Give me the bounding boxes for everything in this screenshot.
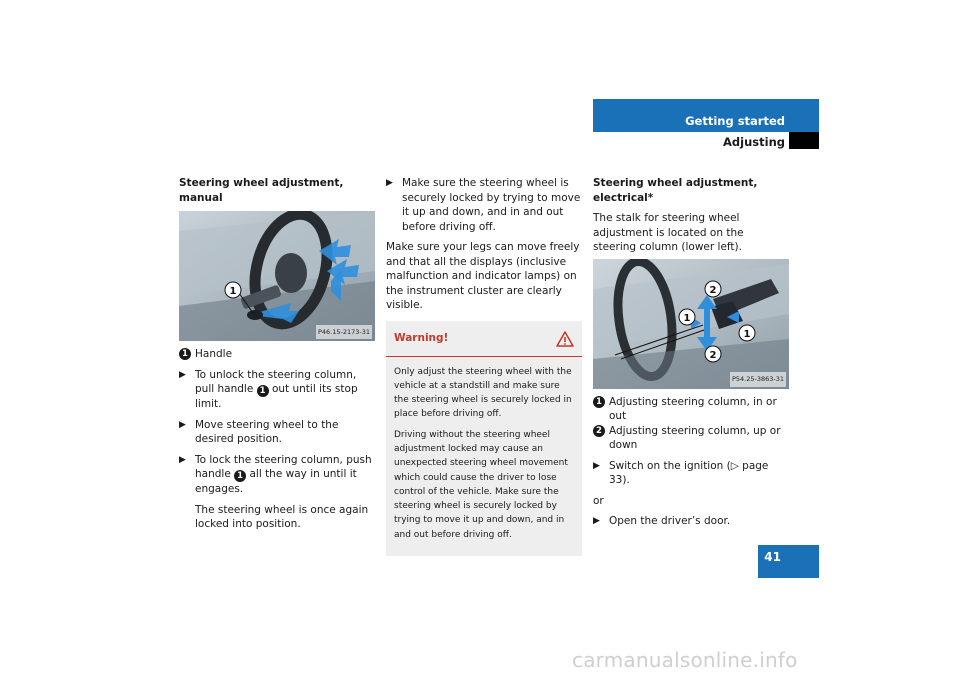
manual-step-move — [179, 418, 375, 447]
column-safety — [386, 176, 582, 556]
manual-figure — [179, 211, 375, 341]
electrical-callout-2-bottom: 2 — [709, 349, 717, 361]
electrical-figure-code: P54.25-3863-31 — [730, 372, 786, 387]
electrical-callout-2-top: 2 — [709, 284, 717, 296]
legend-text: Adjusting steering column, up or down — [609, 424, 781, 451]
legend-number-1: 1 — [179, 348, 191, 360]
step-text: Move steering wheel to the desired position. — [195, 418, 339, 445]
warning-header — [386, 331, 582, 357]
manual-figure-code: P46.15-2173-31 — [316, 325, 372, 340]
electrical-steering-illustration — [593, 259, 789, 389]
step-text: To unlock the steering column, pull handle — [195, 368, 357, 395]
legend-number-2: 2 — [593, 425, 605, 437]
manual-legend-item — [179, 347, 375, 362]
electrical-heading: Steering wheel adjustment, electrical* — [593, 177, 758, 204]
step-text: out until its stop limit. — [195, 383, 358, 410]
electrical-step-ignition — [593, 459, 789, 488]
column-manual — [179, 176, 375, 538]
electrical-paragraph: The stalk for steering wheel adjustment is located on the steering column (lower left). — [593, 212, 744, 253]
section-header — [593, 99, 819, 132]
section-subheader — [593, 132, 819, 149]
warning-text-1: Only adjust the steering wheel with the vehicle at a standstill and make sure the steering wheel is securely locked in place before driving off. — [394, 366, 572, 420]
triangle-right-icon: ▶ — [386, 178, 393, 188]
page-number: 41 — [764, 550, 781, 564]
electrical-or: or — [593, 494, 604, 507]
legend-text: Adjusting steering column, in or out — [609, 395, 777, 422]
inline-number-1: 1 — [257, 385, 269, 397]
electrical-callout-1-left: 1 — [683, 312, 691, 324]
step-text: all the way in until it engages. — [195, 468, 357, 495]
warning-text-2: Driving without the steering wheel adjustment locked may cause an unexpected steering wheel movement which could cause the driver to lose control of the vehicle. Make sure the steering wheel is securely locked by trying to move it up and down, and in and out before driving off. — [394, 429, 568, 540]
warning-box — [386, 321, 582, 557]
manual-note: The steering wheel is once again locked into position. — [195, 503, 369, 530]
header-marker — [789, 132, 819, 149]
section-title: Getting started — [685, 114, 785, 128]
safety-step-check — [386, 176, 582, 234]
triangle-right-icon: ▶ — [179, 454, 186, 465]
step-text: Switch on the ignition (▷ page 33). — [609, 459, 769, 486]
legend-text: Handle — [195, 348, 233, 360]
electrical-legend-item-2 — [593, 424, 789, 453]
electrical-figure — [593, 259, 789, 389]
warning-title: Warning! — [394, 332, 449, 345]
triangle-right-icon: ▶ — [179, 369, 186, 380]
step-text: Make sure the steering wheel is securely locked by trying to move it up and down, and in and out before driving off. — [402, 177, 581, 233]
legend-number-1: 1 — [593, 396, 605, 408]
triangle-right-icon: ▶ — [593, 516, 600, 526]
electrical-step-door — [593, 514, 789, 529]
safety-paragraph: Make sure your legs can move freely and that all the displays (inclusive malfunction and indicator lamps) on the instrument cluster are clearly visible. — [386, 241, 580, 311]
electrical-callout-1-right: 1 — [743, 328, 751, 340]
manual-steering-illustration — [179, 211, 375, 341]
section-subtitle: Adjusting — [723, 135, 785, 149]
step-text: To lock the steering column, push handle — [195, 453, 372, 480]
watermark: carmanualsonline.info — [572, 648, 798, 672]
triangle-right-icon: ▶ — [593, 460, 600, 471]
step-text: Open the driver’s door. — [609, 515, 731, 527]
column-electrical — [593, 176, 789, 535]
triangle-right-icon: ▶ — [179, 419, 186, 430]
electrical-legend-item-1 — [593, 395, 789, 424]
manual-step-lock — [179, 453, 375, 497]
manual-step-unlock — [179, 368, 375, 412]
manual-heading: Steering wheel adjustment, manual — [179, 177, 344, 204]
page-number-box — [758, 545, 819, 578]
warning-triangle-icon — [556, 331, 574, 347]
inline-number-1: 1 — [234, 470, 246, 482]
manual-callout-1: 1 — [229, 286, 237, 297]
